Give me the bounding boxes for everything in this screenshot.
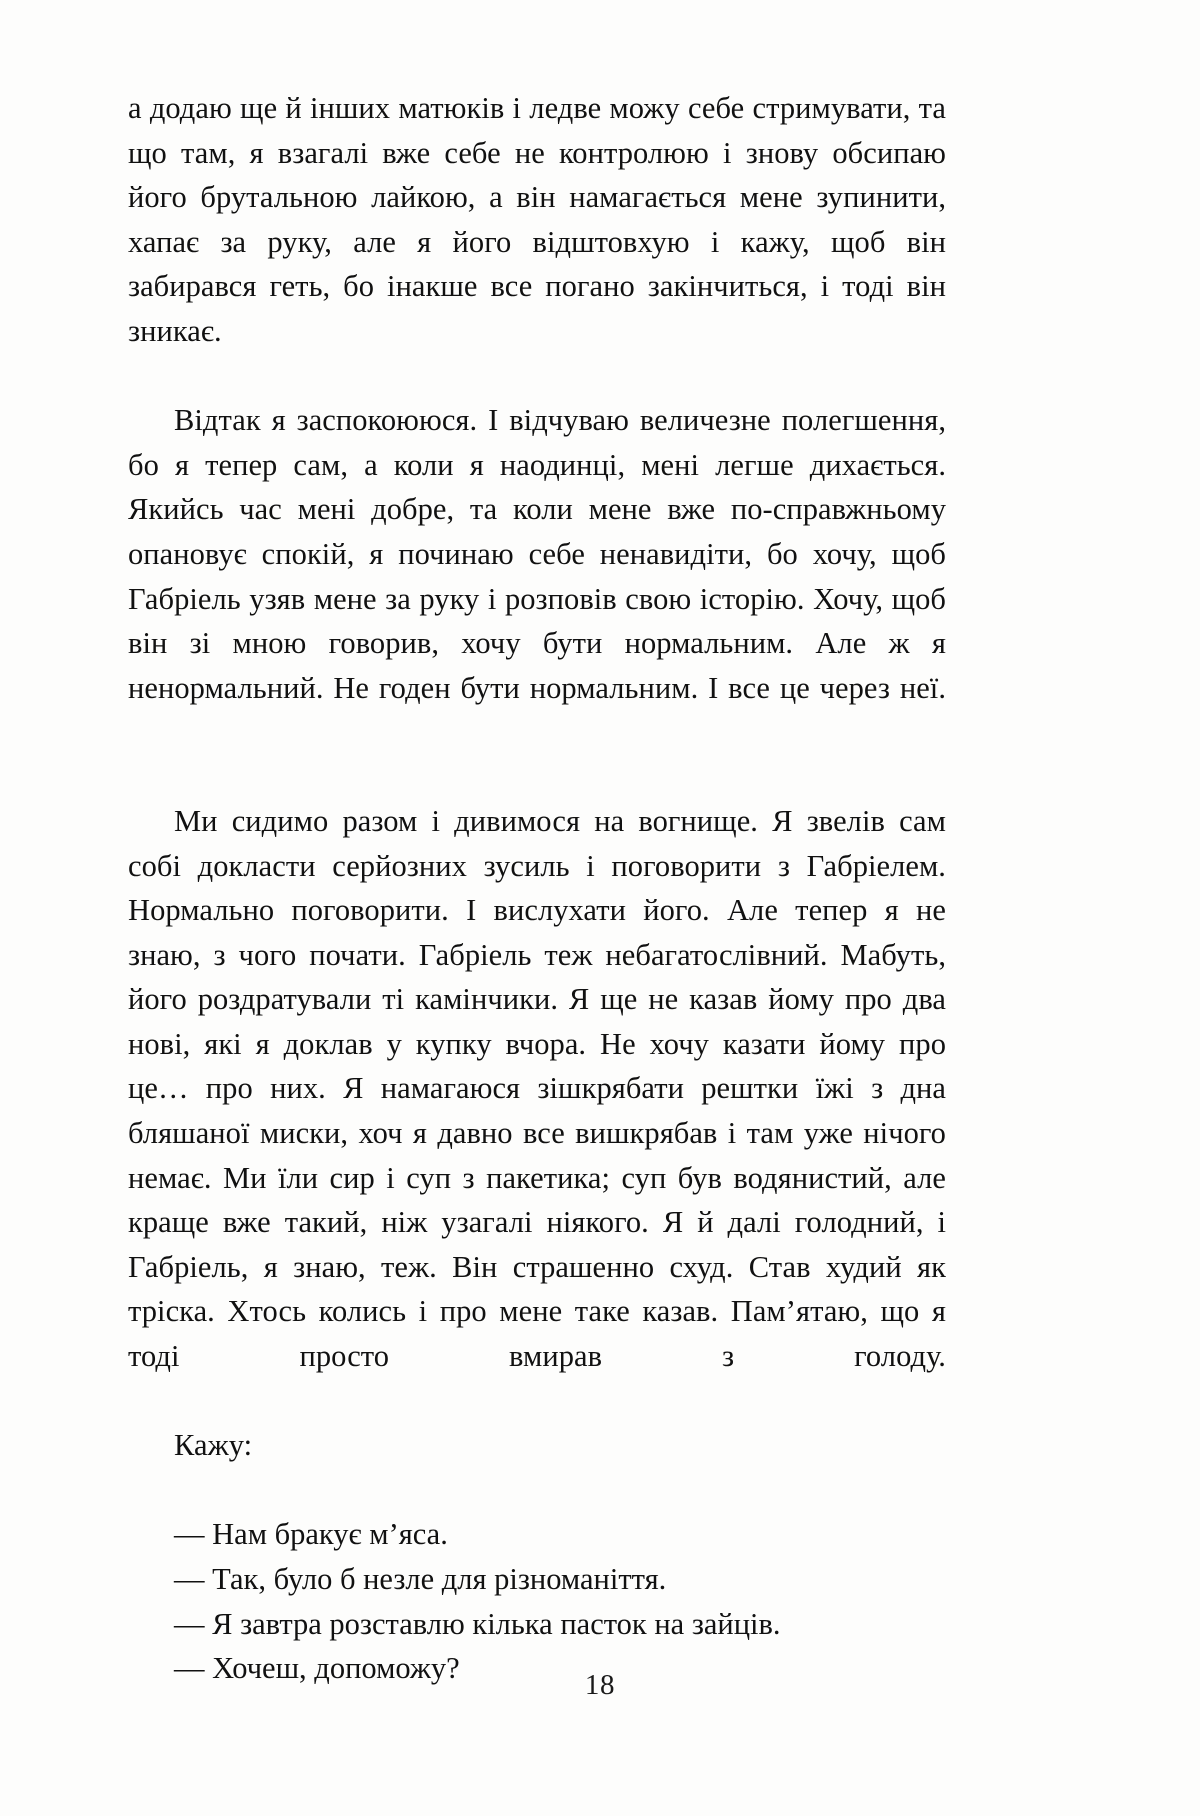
page-number: 18 — [584, 1669, 616, 1701]
paragraph-my-sydymo: Ми сидимо разом і дивимося на вогнище. Я звелів сам собі докласти серйозних зусиль і поговорити з Габріелем. Нормально поговорити. І вислухати його. Але тепер я не знаю, з чого почати. Габріель теж небагатослівний. Мабуть, його роздратували ті камінчики. Я ще не казав йому про два нові, які я доклав у купку вчора. Не хочу казати йому про це… про них. Я намагаюся зішкрябати рештки їжі з дна бляшаної миски, хоч я давно все вишкрябав і там уже нічого немає. Ми їли сир і суп з пакетика; суп був водянистий, але краще вже такий, ніж узагалі ніякого. Я й далі голодний, і Габріель, я знаю, теж. Він страшенно схуд. Став худий як тріска. Хтось колись і про мене таке казав. Пам’ятаю, що я тоді просто вмирав з голоду. — [128, 803, 946, 1374]
page-text-block — [128, 86, 946, 1691]
paragraph-vidtak: Відтак я заспокоююся. І відчуваю величезне полегшення, бо я тепер сам, а коли я наодинці, мені легше дихається. Якийсь час мені добре, та коли мене вже по-справжньому опановує спокій, я починаю себе ненавидіти, бо хочу, щоб Габріель узяв мене за руку і розповів свою історію. Хочу, щоб він зі мною говорив, хочу бути нормальним. Але ж я ненормальний. Не годен бути нормальним. І все це через неї. — [128, 403, 946, 705]
dialogue-line: — Нам бракує м’яса. — [174, 1517, 448, 1552]
paragraph-continuation: а додаю ще й інших матюків і ледве можу себе стримувати, та що там, я взагалі вже себе не контролюю і знову обсипаю його брутальною лайкою, а він намагається мене зупинити, хапає за руку, але я його відштовхую і кажу, щоб він забирався геть, бо інакше все погано закінчиться, і тоді він зникає. — [128, 91, 946, 348]
dialogue-line: — Я завтра розставлю кілька пасток на зайців. — [174, 1606, 781, 1641]
dialogue-group — [128, 1512, 946, 1690]
paragraph-kazhu: Кажу: — [174, 1428, 253, 1463]
dialogue-line: — Хочеш, допоможу? — [174, 1651, 460, 1686]
scene-break-gap — [128, 755, 946, 799]
dialogue-line: — Так, було б незле для різноманіття. — [174, 1562, 667, 1596]
